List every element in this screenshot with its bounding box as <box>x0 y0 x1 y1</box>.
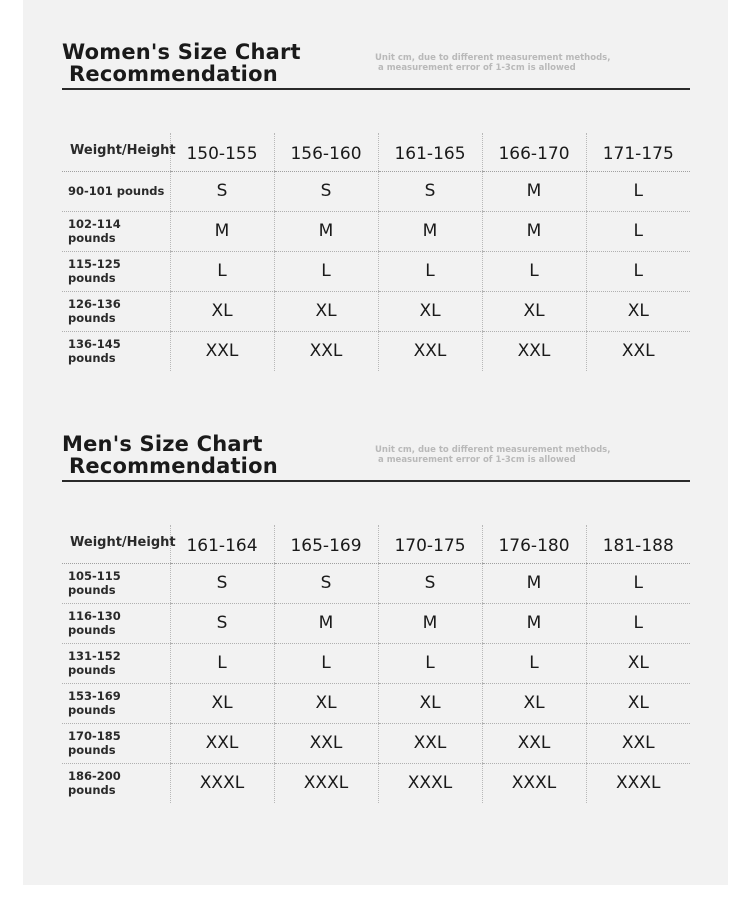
mens-title <box>62 433 278 477</box>
size-cell: M <box>378 603 482 643</box>
size-cell: XXL <box>378 723 482 763</box>
size-cell: XXL <box>274 723 378 763</box>
size-cell: XXL <box>586 331 690 371</box>
size-cell: XXL <box>170 331 274 371</box>
size-cell: M <box>482 171 586 211</box>
size-cell: XL <box>482 683 586 723</box>
size-cell: XXL <box>274 331 378 371</box>
table-header-row <box>62 133 690 171</box>
womens-title <box>62 41 301 85</box>
size-cell: M <box>482 211 586 251</box>
height-header: 166-170 <box>482 133 586 171</box>
size-cell: XL <box>170 683 274 723</box>
womens-size-table <box>62 133 690 371</box>
size-cell: S <box>274 563 378 603</box>
size-cell: L <box>378 251 482 291</box>
size-cell: L <box>586 211 690 251</box>
weight-label: 116-130 pounds <box>62 603 170 643</box>
mens-section <box>62 433 690 813</box>
size-cell: XXL <box>378 331 482 371</box>
size-cell: XL <box>586 683 690 723</box>
size-cell: L <box>170 251 274 291</box>
height-header: 156-160 <box>274 133 378 171</box>
table-header-row <box>62 525 690 563</box>
womens-divider <box>62 88 690 90</box>
mens-title-line2: Recommendation <box>69 454 278 478</box>
size-cell: XL <box>378 683 482 723</box>
table-row <box>62 251 690 291</box>
size-cell: M <box>378 211 482 251</box>
size-cell: XXXL <box>170 763 274 803</box>
size-cell: S <box>378 171 482 211</box>
size-cell: XXL <box>482 331 586 371</box>
size-cell: XXXL <box>378 763 482 803</box>
table-row <box>62 291 690 331</box>
weight-label: 186-200 pounds <box>68 769 121 798</box>
womens-section <box>62 41 690 371</box>
weight-label: 115-125 pounds <box>62 251 170 291</box>
mens-note-line1: Unit cm, due to different measurement methods, <box>375 445 611 455</box>
mens-note-line2: a measurement error of 1-3cm is allowed <box>378 455 576 465</box>
size-cell: XL <box>274 291 378 331</box>
size-cell: XL <box>482 291 586 331</box>
height-header: 171-175 <box>586 133 690 171</box>
size-cell: XXL <box>482 723 586 763</box>
table-row <box>62 211 690 251</box>
weight-label: 153-169 pounds <box>62 683 170 723</box>
size-cell: XL <box>378 291 482 331</box>
size-cell: L <box>586 603 690 643</box>
weight-label: 90-101 pounds <box>62 171 170 211</box>
table-row <box>62 683 690 723</box>
height-header: 181-188 <box>586 525 690 563</box>
size-cell: XL <box>170 291 274 331</box>
weight-label: 105-115 pounds <box>62 563 170 603</box>
size-cell: XXL <box>586 723 690 763</box>
womens-note-line1: Unit cm, due to different measurement methods, <box>375 53 611 63</box>
mens-title-line1: Men's Size Chart <box>62 432 263 456</box>
size-cell: XXXL <box>482 763 586 803</box>
size-cell: M <box>274 603 378 643</box>
size-cell: L <box>482 643 586 683</box>
corner-label: Weight/Height <box>62 525 170 563</box>
size-cell: L <box>586 251 690 291</box>
size-cell: S <box>170 603 274 643</box>
size-cell: L <box>170 643 274 683</box>
size-cell: M <box>170 211 274 251</box>
height-header: 176-180 <box>482 525 586 563</box>
height-header: 161-164 <box>170 525 274 563</box>
size-cell: L <box>274 251 378 291</box>
size-cell: M <box>482 603 586 643</box>
corner-label: Weight/Height <box>62 133 170 171</box>
size-cell: S <box>274 171 378 211</box>
table-row <box>62 563 690 603</box>
mens-size-table <box>62 525 690 803</box>
size-cell: L <box>378 643 482 683</box>
size-cell: S <box>170 171 274 211</box>
womens-title-line1: Women's Size Chart <box>62 40 301 64</box>
womens-note-line2: a measurement error of 1-3cm is allowed <box>378 63 576 73</box>
mens-divider <box>62 480 690 482</box>
size-cell: XL <box>274 683 378 723</box>
table-row <box>62 603 690 643</box>
weight-label: 170-185 pounds <box>62 723 170 763</box>
mens-measurement-note <box>375 445 610 465</box>
table-row <box>62 763 690 803</box>
table-row <box>62 171 690 211</box>
table-row <box>62 331 690 371</box>
weight-label: 136-145 pounds <box>68 337 121 366</box>
table-row <box>62 723 690 763</box>
womens-measurement-note <box>375 53 610 73</box>
height-header: 165-169 <box>274 525 378 563</box>
size-cell: S <box>378 563 482 603</box>
size-cell: XL <box>586 643 690 683</box>
size-cell: XL <box>586 291 690 331</box>
height-header: 161-165 <box>378 133 482 171</box>
size-cell: M <box>482 563 586 603</box>
size-cell: M <box>274 211 378 251</box>
size-cell: XXXL <box>274 763 378 803</box>
weight-label: 126-136 pounds <box>62 291 170 331</box>
size-cell: L <box>586 563 690 603</box>
size-cell: XXXL <box>586 763 690 803</box>
height-header: 170-175 <box>378 525 482 563</box>
size-cell: L <box>586 171 690 211</box>
size-cell: L <box>274 643 378 683</box>
table-row <box>62 643 690 683</box>
womens-title-line2: Recommendation <box>69 62 278 86</box>
height-header: 150-155 <box>170 133 274 171</box>
size-cell: L <box>482 251 586 291</box>
weight-label: 131-152 pounds <box>62 643 170 683</box>
size-cell: XXL <box>170 723 274 763</box>
size-cell: S <box>170 563 274 603</box>
weight-label: 102-114 pounds <box>62 211 170 251</box>
